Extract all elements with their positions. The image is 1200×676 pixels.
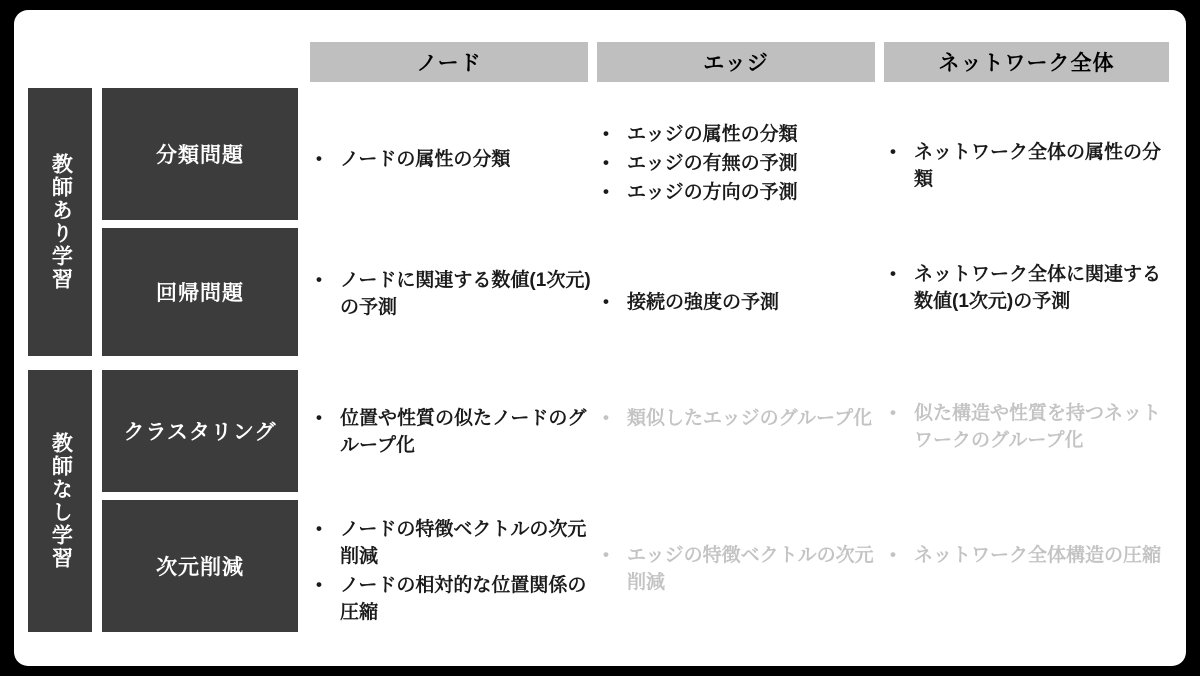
cell-dimension-reduction-edge [597,543,879,599]
list-item: • 位置や性質の似たノードのグループ化 [310,406,592,460]
list-item: • ノードの特徴ベクトルの次元削減 [310,517,592,571]
list-item: • エッジの有無の予測 [597,151,879,178]
row-label-classification-text: 分類問題 [156,144,244,167]
group-label-supervised [28,88,92,356]
cell-classification-edge [597,122,879,209]
list-item: • 似た構造や性質を持つネットワークのグループ化 [884,401,1170,455]
list-item: • ネットワーク全体の属性の分類 [884,140,1170,194]
cell-regression-edge [597,290,879,319]
list-item: • 類似したエッジのグループ化 [597,406,879,433]
list-item: • ネットワーク全体に関連する数値(1次元)の予測 [884,262,1170,316]
row-label-regression [102,228,298,356]
column-header-node-label: ノード [416,52,482,75]
row-label-clustering [102,370,298,492]
group-label-unsupervised [28,370,92,632]
list-item: • 接続の強度の予測 [597,290,879,317]
column-header-whole-network [884,42,1169,82]
row-label-dimension-reduction-text: 次元削減 [156,556,244,579]
cell-classification-whole-network [884,140,1170,196]
cell-clustering-whole-network [884,401,1170,457]
cell-clustering-node [310,406,592,462]
group-label-supervised-text: 教師あり学習 [49,153,73,291]
slide-canvas [14,10,1186,666]
comparison-matrix [14,10,1186,666]
row-label-dimension-reduction [102,500,298,632]
cell-clustering-edge [597,406,879,435]
column-header-edge [597,42,875,82]
list-item: • エッジの特徴ベクトルの次元削減 [597,543,879,597]
row-label-clustering-text: クラスタリング [123,421,277,444]
cell-dimension-reduction-whole-network [884,543,1170,572]
list-item: • ネットワーク全体構造の圧縮 [884,543,1170,570]
row-label-regression-text: 回帰問題 [156,282,244,305]
cell-dimension-reduction-node [310,517,592,629]
cell-regression-node [310,268,592,324]
column-header-edge-label: エッジ [703,52,769,75]
column-header-whole-network-label: ネットワーク全体 [938,52,1115,75]
list-item: • ノードの属性の分類 [310,147,592,174]
cell-classification-node [310,147,592,176]
group-label-unsupervised-text: 教師なし学習 [49,432,73,570]
list-item: • エッジの属性の分類 [597,122,879,149]
cell-regression-whole-network [884,262,1170,318]
list-item: • エッジの方向の予測 [597,180,879,207]
column-header-node [310,42,588,82]
row-label-classification [102,88,298,220]
list-item: • ノードに関連する数値(1次元)の予測 [310,268,592,322]
list-item: • ノードの相対的な位置関係の圧縮 [310,573,592,627]
